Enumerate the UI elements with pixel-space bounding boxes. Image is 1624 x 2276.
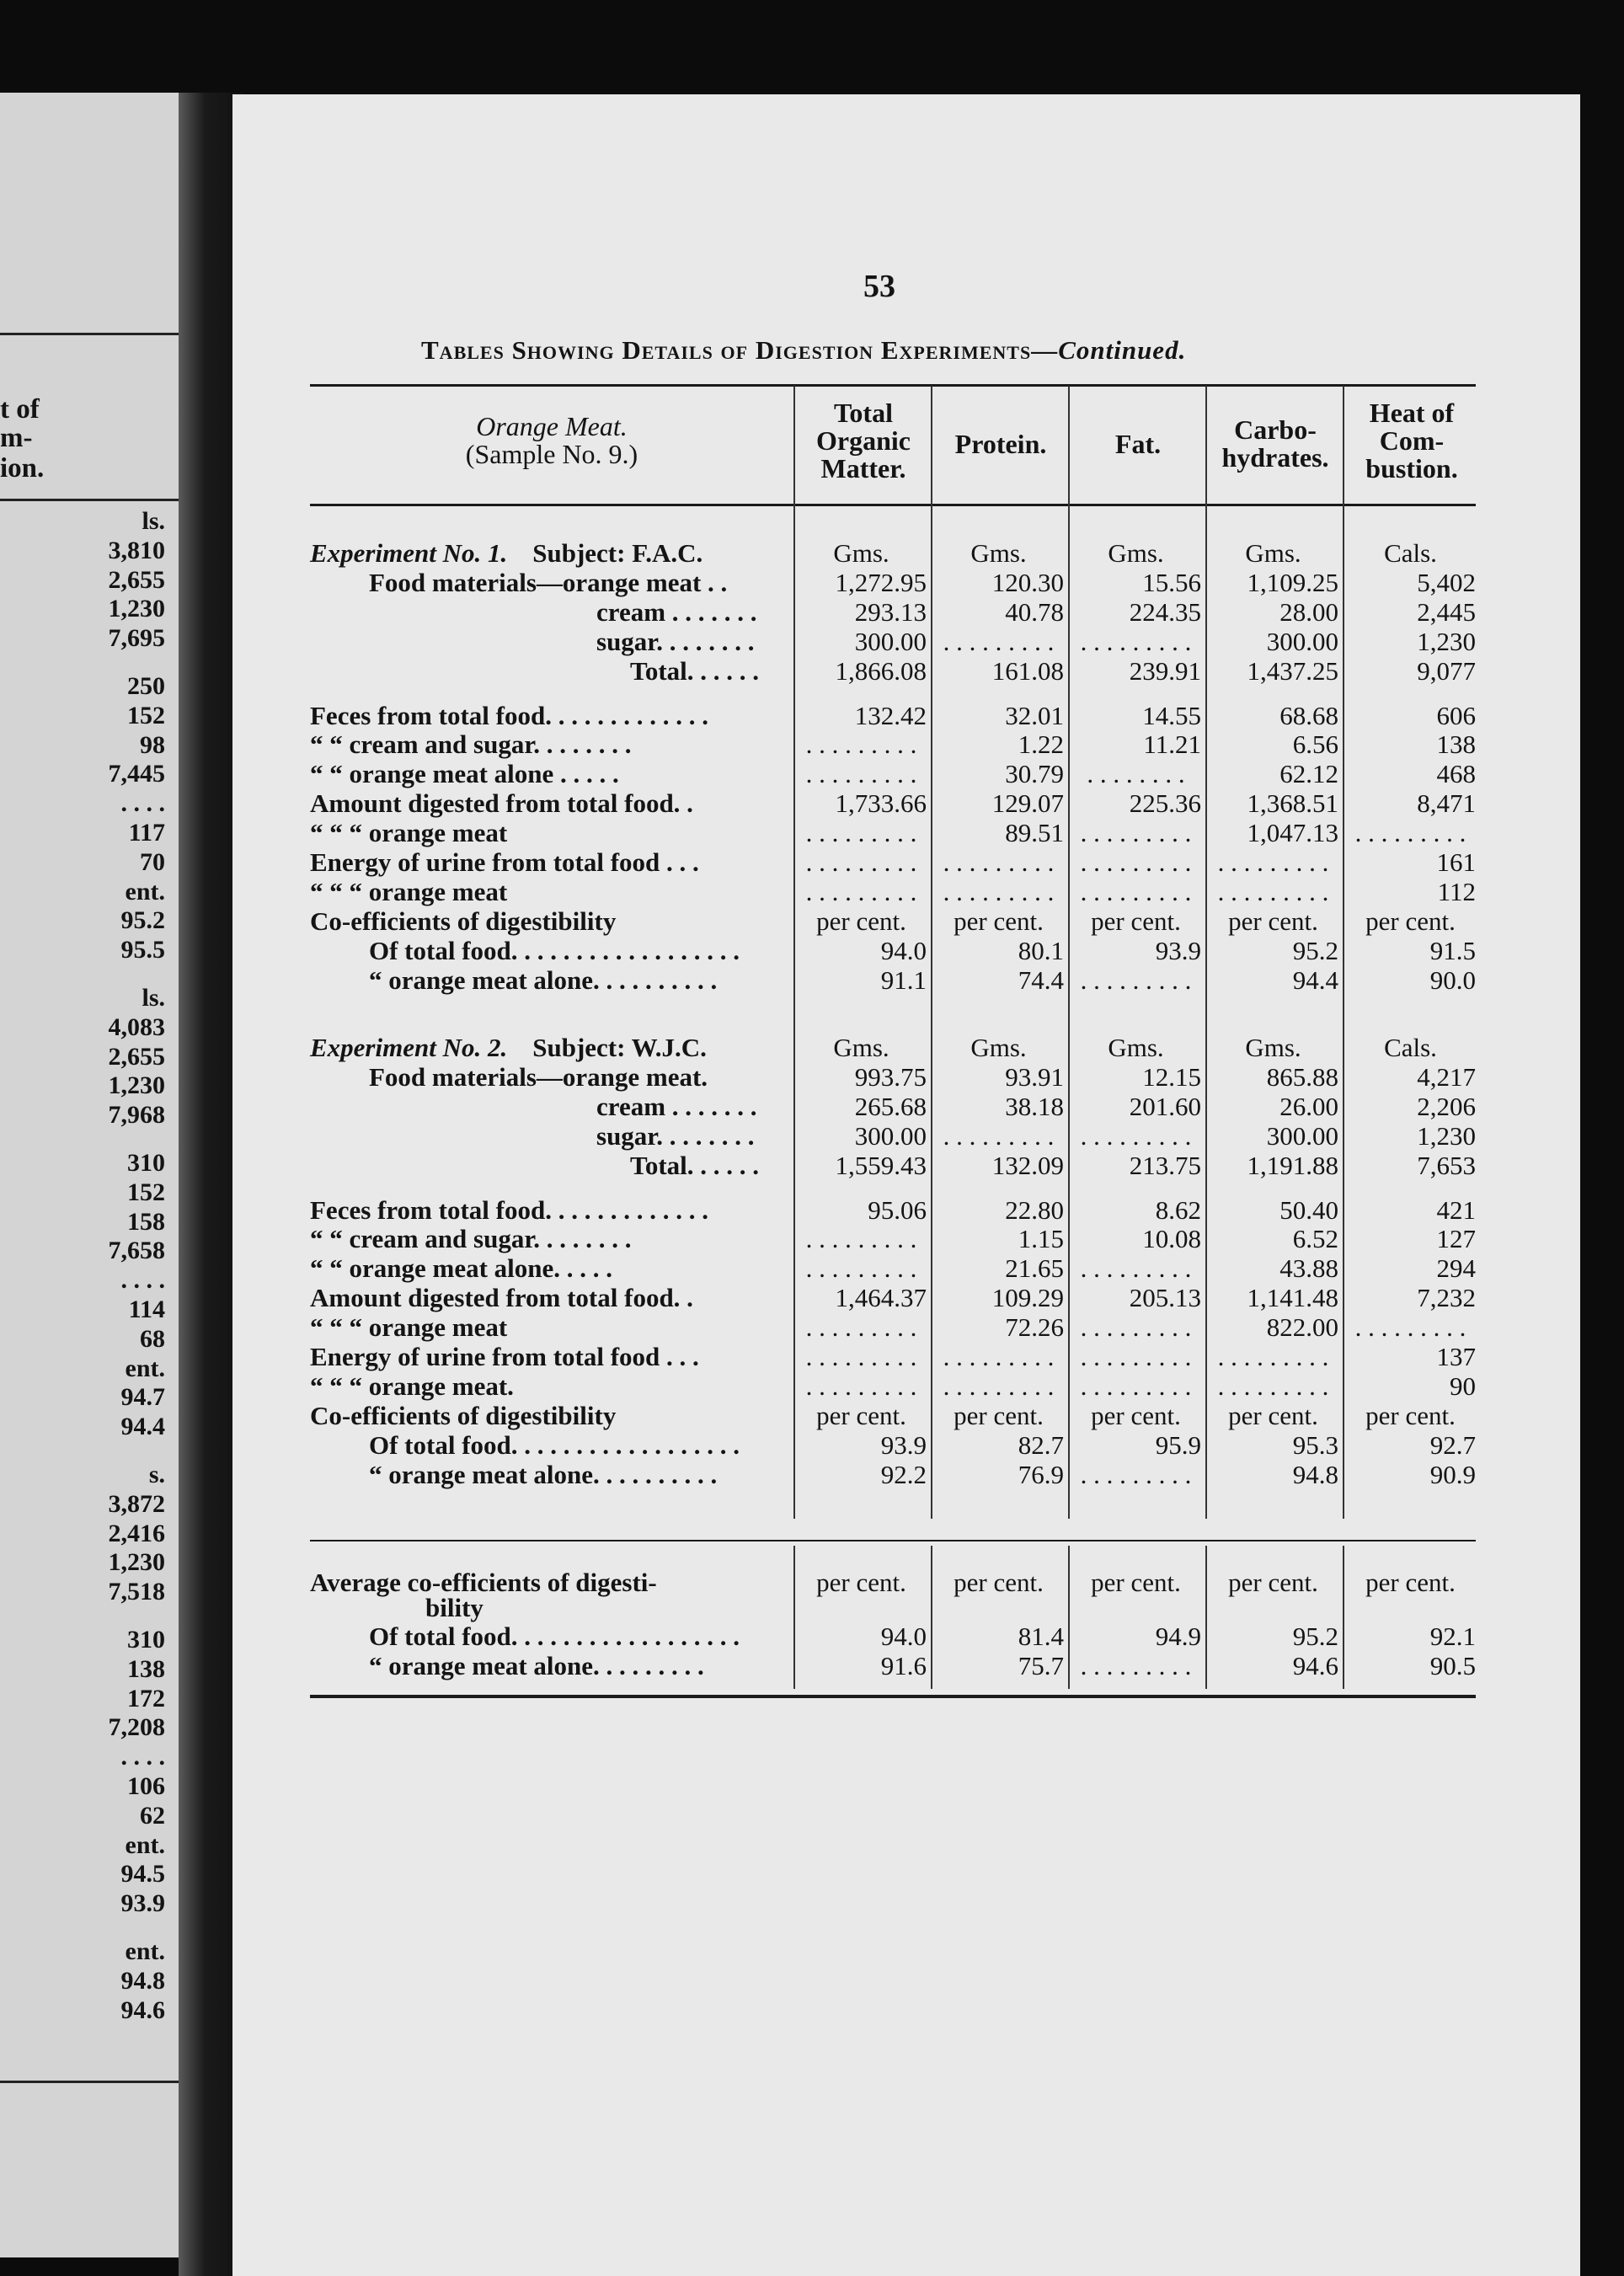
row-label: Energy of urine from total food . . . xyxy=(310,847,699,877)
table-cell: 95.2 xyxy=(1292,935,1338,965)
left-page-value: 95.5 xyxy=(120,936,165,964)
row-label: “ “ “ orange meat xyxy=(310,1312,508,1343)
table-cell: 161.08 xyxy=(991,655,1064,686)
left-page-value: 2,655 xyxy=(108,565,165,594)
left-page-rule xyxy=(0,2081,179,2083)
left-page-value: 93.9 xyxy=(120,1889,165,1918)
table-cell: 95.3 xyxy=(1292,1429,1338,1460)
table-cell: . . . . . . . . . xyxy=(805,876,917,906)
table-cell: 224.35 xyxy=(1129,596,1201,627)
table-cell: 38.18 xyxy=(1005,1091,1064,1121)
table-cell: 468 xyxy=(1436,759,1476,789)
row-label: Of total food. . . . . . . . . . . . . . . . . . xyxy=(369,1429,740,1460)
table-cell: per cent. xyxy=(816,1568,906,1597)
table-cell: 1,464.37 xyxy=(835,1283,927,1313)
item-title: Orange Meat. xyxy=(476,411,628,441)
left-page-value: s. xyxy=(148,1461,165,1488)
table-cell: per cent. xyxy=(1365,1568,1456,1597)
caption-lead: Tables Showing Details of Digestion Experiments— xyxy=(421,335,1059,365)
row-label: “ “ cream and sugar. . . . . . . . xyxy=(310,729,632,760)
header-line: Com- xyxy=(1379,425,1445,456)
table-cell: 62.12 xyxy=(1279,759,1338,789)
row-label: Amount digested from total food. . xyxy=(310,788,693,819)
column-rule xyxy=(931,1546,932,1689)
table-cell: 92.2 xyxy=(880,1459,927,1489)
left-page-value: 94.4 xyxy=(120,1413,165,1441)
table-cell: 421 xyxy=(1436,1194,1476,1225)
table-cell: 161 xyxy=(1436,847,1476,877)
row-label: Energy of urine from total food . . . xyxy=(310,1342,699,1371)
table-cell: . . . . . . . . . xyxy=(1080,1650,1192,1680)
table-cell: 1,559.43 xyxy=(835,1150,927,1180)
left-page-value: 152 xyxy=(127,701,165,729)
table-cell: 94.0 xyxy=(880,1622,927,1651)
table-cell: 265.68 xyxy=(854,1091,927,1121)
left-page-value: 3,810 xyxy=(108,536,165,564)
left-page-header-line: ion. xyxy=(0,453,45,484)
table-cell: 239.91 xyxy=(1129,655,1201,686)
table-caption xyxy=(421,335,1186,366)
table-cell: Gms. xyxy=(1245,1033,1301,1062)
table-cell: per cent. xyxy=(816,1400,906,1430)
table-cell: . . . . . . . . . xyxy=(1080,964,1192,995)
table-cell: 32.01 xyxy=(1005,700,1064,730)
table-cell: 137 xyxy=(1436,1342,1476,1371)
table-cell: 4,217 xyxy=(1417,1061,1476,1092)
left-page-value: ls. xyxy=(142,984,165,1012)
table-cell: 300.00 xyxy=(1266,1120,1338,1151)
table-cell: 92.1 xyxy=(1429,1622,1476,1651)
table-cell: 93.9 xyxy=(880,1429,927,1460)
experiment-label: Experiment No. 1. xyxy=(310,538,508,568)
table-cell: 94.4 xyxy=(1292,964,1338,995)
left-page-value: ls. xyxy=(142,507,165,535)
table-cell: 75.7 xyxy=(1018,1650,1064,1680)
table-cell: per cent. xyxy=(1228,906,1318,936)
table-cell: 822.00 xyxy=(1266,1312,1338,1343)
table-cell: 1,733.66 xyxy=(835,788,927,819)
left-page-value: 7,518 xyxy=(108,1578,165,1606)
table-cell: per cent. xyxy=(1365,1400,1456,1430)
table-cell: . . . . . . . . . xyxy=(805,1370,917,1401)
table-cell: Gms. xyxy=(833,538,889,568)
table-cell: 50.40 xyxy=(1279,1194,1338,1225)
table-cell: 1,230 xyxy=(1417,626,1476,656)
left-page-value: 7,695 xyxy=(108,624,165,653)
row-label: Co-efficients of digestibility xyxy=(310,906,617,936)
left-page-rule xyxy=(0,499,179,501)
table-cell: . . . . . . . . . xyxy=(1080,1253,1192,1284)
table-cell: 7,232 xyxy=(1417,1283,1476,1313)
row-label: Co-efficients of digestibility xyxy=(310,1400,617,1430)
header-line: Organic xyxy=(816,425,911,456)
table-cell: Gms. xyxy=(1245,538,1301,568)
table-cell: . . . . . . . . . xyxy=(1080,847,1192,877)
header-heat-of-combustion xyxy=(1345,399,1478,483)
table-cell: 132.42 xyxy=(854,700,927,730)
table-cell: 8,471 xyxy=(1417,788,1476,819)
row-label: “ “ “ orange meat. xyxy=(310,1370,514,1401)
table-cell: . . . . . . . . . xyxy=(1217,876,1329,906)
column-rule xyxy=(793,1546,795,1689)
column-rule xyxy=(1068,1546,1070,1689)
table-cell: 294 xyxy=(1436,1253,1476,1284)
row-label: cream . . . . . . . xyxy=(596,596,757,627)
table-cell: 82.7 xyxy=(1018,1429,1064,1460)
table-cell: . . . . . . . . . xyxy=(1354,1312,1466,1343)
left-page-value: 62 xyxy=(140,1801,165,1830)
table-cell: 72.26 xyxy=(1005,1312,1064,1343)
table-cell: 293.13 xyxy=(854,596,927,627)
left-page-value: 94.8 xyxy=(120,1966,165,1995)
table-cell: . . . . . . . . . xyxy=(943,626,1055,656)
table-cell: Gms. xyxy=(833,1033,889,1062)
table-cell: per cent. xyxy=(1228,1568,1318,1597)
left-page-value: 95.2 xyxy=(120,906,165,935)
table-cell: . . . . . . . . . xyxy=(1080,1342,1192,1371)
left-page-value: 114 xyxy=(128,1296,165,1323)
left-page-header-line: t of xyxy=(0,394,40,425)
table-cell: 201.60 xyxy=(1129,1091,1201,1121)
row-label: Of total food. . . . . . . . . . . . . . . . . . xyxy=(369,935,740,965)
table-cell: 40.78 xyxy=(1005,596,1064,627)
left-page-value: 7,658 xyxy=(108,1237,165,1265)
item-header xyxy=(312,413,792,468)
table-cell: 7,653 xyxy=(1417,1150,1476,1180)
table-cell: . . . . . . . . . xyxy=(1354,818,1466,848)
row-label: cream . . . . . . . xyxy=(596,1091,757,1121)
table-cell: . . . . . . . . . xyxy=(1080,1120,1192,1151)
header-total-organic-matter xyxy=(796,399,931,483)
table-cell: 12.15 xyxy=(1142,1061,1201,1092)
table-cell: 1.22 xyxy=(1018,729,1064,760)
left-page-value: ent. xyxy=(125,1830,165,1859)
left-page-value: ent. xyxy=(125,1354,165,1382)
table-cell: 5,402 xyxy=(1417,567,1476,597)
column-rule xyxy=(931,386,932,1519)
table-cell: 1,047.13 xyxy=(1247,818,1338,848)
table-cell: . . . . . . . . . xyxy=(1080,626,1192,656)
row-label: sugar. . . . . . . . xyxy=(596,1120,755,1151)
table-cell: 112 xyxy=(1437,876,1476,906)
table-cell: 93.91 xyxy=(1005,1061,1064,1092)
average-label-cont: bility xyxy=(425,1593,483,1622)
left-page-value: 158 xyxy=(127,1207,165,1236)
header-line: Heat of xyxy=(1369,398,1455,428)
left-page-value: 2,655 xyxy=(108,1042,165,1071)
table-cell: . . . . . . . . xyxy=(1087,759,1185,789)
table-cell: . . . . . . . . . xyxy=(943,847,1055,877)
page-number: 53 xyxy=(863,269,895,304)
column-rule xyxy=(1205,1546,1207,1689)
table-cell: . . . . . . . . . xyxy=(1217,1370,1329,1401)
table-cell: 10.08 xyxy=(1142,1224,1201,1254)
row-label: Amount digested from total food. . xyxy=(310,1283,693,1313)
table-cell: Gms. xyxy=(1108,1033,1164,1062)
header-fat: Fat. xyxy=(1114,429,1162,459)
table-cell: 90 xyxy=(1450,1370,1476,1401)
table-cell: 225.36 xyxy=(1129,788,1201,819)
table-cell: . . . . . . . . . xyxy=(805,759,917,789)
table-cell: 76.9 xyxy=(1018,1459,1064,1489)
table-cell: 94.6 xyxy=(1292,1650,1338,1680)
item-sample: (Sample No. 9.) xyxy=(465,439,638,469)
row-label: Food materials—orange meat . . xyxy=(369,567,728,597)
experiment-subject: Subject: F.A.C. xyxy=(532,538,703,568)
table-cell: 11.21 xyxy=(1143,729,1201,760)
left-page-value: 1,230 xyxy=(108,595,165,623)
left-page-value: . . . . xyxy=(120,1266,165,1295)
table-cell: 30.79 xyxy=(1005,759,1064,789)
table-cell: 22.80 xyxy=(1005,1194,1064,1225)
table-cell: 1,109.25 xyxy=(1247,567,1338,597)
row-label: “ “ orange meat alone . . . . . xyxy=(310,759,619,789)
row-label: Of total food. . . . . . . . . . . . . . . . . . xyxy=(369,1622,740,1651)
row-label: Feces from total food. . . . . . . . . . . . . xyxy=(310,1194,708,1225)
header-line: bustion. xyxy=(1365,453,1458,484)
left-page-value: 310 xyxy=(127,1626,165,1654)
table-cell: 300.00 xyxy=(854,626,927,656)
left-page-value: ent. xyxy=(125,877,165,906)
experiment-label: Experiment No. 2. xyxy=(310,1033,508,1062)
left-page-value: 7,968 xyxy=(108,1101,165,1130)
table-cell: 90.0 xyxy=(1429,964,1476,995)
column-rule xyxy=(793,386,795,1519)
table-cell: 93.9 xyxy=(1155,935,1201,965)
table-cell: per cent. xyxy=(954,1400,1044,1430)
table-cell: . . . . . . . . . xyxy=(805,1253,917,1284)
left-page-fragment xyxy=(0,93,179,2257)
header-line: Total xyxy=(834,398,893,428)
left-page-value: 2,416 xyxy=(108,1519,165,1547)
table-cell: 91.1 xyxy=(880,964,927,995)
table-cell: . . . . . . . . . xyxy=(1217,847,1329,877)
left-page-value: 1,230 xyxy=(108,1071,165,1100)
left-page-value: 1,230 xyxy=(108,1548,165,1577)
table-cell: 109.29 xyxy=(991,1283,1064,1313)
table-cell: 1,437.25 xyxy=(1247,655,1338,686)
table-cell: 1,230 xyxy=(1417,1120,1476,1151)
table-cell: 28.00 xyxy=(1279,596,1338,627)
table-cell: per cent. xyxy=(1365,906,1456,936)
table-cell: 95.2 xyxy=(1292,1622,1338,1651)
table-cell: 94.8 xyxy=(1292,1459,1338,1489)
table-cell: 205.13 xyxy=(1129,1283,1201,1313)
left-page-value: 310 xyxy=(127,1149,165,1177)
table-cell: 92.7 xyxy=(1429,1429,1476,1460)
table-cell: 1,141.48 xyxy=(1247,1283,1338,1313)
table-cell: 127 xyxy=(1436,1224,1476,1254)
experiment-subject: Subject: W.J.C. xyxy=(532,1033,707,1062)
left-page-rule xyxy=(0,333,179,335)
table-cell: Gms. xyxy=(1108,538,1164,568)
header-line: Matter. xyxy=(820,453,906,484)
row-label: Food materials—orange meat. xyxy=(369,1061,708,1092)
table-cell: 1,272.95 xyxy=(835,567,927,597)
table-cell: . . . . . . . . . xyxy=(805,1224,917,1254)
table-cell: 1,368.51 xyxy=(1247,788,1338,819)
table-cell: 68.68 xyxy=(1279,700,1338,730)
table-cell: 14.55 xyxy=(1142,700,1201,730)
table-cell: 43.88 xyxy=(1279,1253,1338,1284)
table-cell: 865.88 xyxy=(1266,1061,1338,1092)
left-page-value: 138 xyxy=(127,1654,165,1683)
header-protein: Protein. xyxy=(954,429,1047,459)
table-cell: . . . . . . . . . xyxy=(1080,876,1192,906)
experiment-heading xyxy=(310,539,702,568)
table-cell: . . . . . . . . . xyxy=(805,818,917,848)
row-label: “ orange meat alone. . . . . . . . . . xyxy=(369,1459,718,1489)
table-cell: 95.9 xyxy=(1155,1429,1201,1460)
table-cell: 129.07 xyxy=(991,788,1064,819)
table-cell: per cent. xyxy=(1091,906,1181,936)
table-cell: 2,445 xyxy=(1417,596,1476,627)
table-cell: 90.9 xyxy=(1429,1459,1476,1489)
table-cell: per cent. xyxy=(1091,1568,1181,1597)
table-cell: . . . . . . . . . xyxy=(943,876,1055,906)
table-cell: 6.56 xyxy=(1292,729,1338,760)
table-cell: per cent. xyxy=(954,906,1044,936)
left-page-value: 4,083 xyxy=(108,1012,165,1041)
row-label: Feces from total food. . . . . . . . . . . . . xyxy=(310,700,708,730)
table-cell: per cent. xyxy=(954,1568,1044,1597)
table-cell: . . . . . . . . . xyxy=(805,847,917,877)
table-cell: 300.00 xyxy=(854,1120,927,1151)
row-label: “ orange meat alone. . . . . . . . . . xyxy=(369,964,718,995)
table-cell: Cals. xyxy=(1384,538,1437,568)
table-cell: . . . . . . . . . xyxy=(805,729,917,760)
header-carbohydrates xyxy=(1208,416,1343,472)
table-cell: 21.65 xyxy=(1005,1253,1064,1284)
table-cell: 89.51 xyxy=(1005,818,1064,848)
table-cell: 1,866.08 xyxy=(835,655,927,686)
table-cell: per cent. xyxy=(816,906,906,936)
left-page-header-line: m- xyxy=(0,423,33,453)
table-cell: . . . . . . . . . xyxy=(1080,1370,1192,1401)
left-page-value: 98 xyxy=(140,730,165,759)
table-cell: 138 xyxy=(1436,729,1476,760)
row-label: “ orange meat alone. . . . . . . . . xyxy=(369,1650,704,1680)
left-page-value: . . . . xyxy=(120,1743,165,1771)
table-cell: 6.52 xyxy=(1292,1224,1338,1254)
left-page-value: 7,208 xyxy=(108,1713,165,1742)
table-cell: 2,206 xyxy=(1417,1091,1476,1121)
row-label: “ “ “ orange meat xyxy=(310,876,508,906)
table-cell: . . . . . . . . . xyxy=(1080,1459,1192,1489)
left-page-value: 68 xyxy=(140,1324,165,1353)
row-label: “ “ cream and sugar. . . . . . . . xyxy=(310,1224,632,1254)
table-cell: Gms. xyxy=(970,538,1027,568)
column-rule xyxy=(1343,386,1344,1519)
table-cell: 606 xyxy=(1436,700,1476,730)
table-cell: 8.62 xyxy=(1155,1194,1201,1225)
table-cell: . . . . . . . . . xyxy=(943,1120,1055,1151)
table-cell: 80.1 xyxy=(1018,935,1064,965)
left-page-value: 117 xyxy=(128,819,165,847)
table-cell: . . . . . . . . . xyxy=(1080,1312,1192,1343)
table-cell: 132.09 xyxy=(991,1150,1064,1180)
row-label: “ “ “ orange meat xyxy=(310,818,508,848)
table-cell: 91.6 xyxy=(880,1650,927,1680)
table-cell: 26.00 xyxy=(1279,1091,1338,1121)
row-label: Total. . . . . . xyxy=(630,1150,760,1180)
table-cell: . . . . . . . . . xyxy=(943,1370,1055,1401)
left-page-value: 7,445 xyxy=(108,760,165,788)
table-cell: 993.75 xyxy=(854,1061,927,1092)
left-page-value: 94.7 xyxy=(120,1383,165,1412)
table-cell: 15.56 xyxy=(1142,567,1201,597)
table-cell: 90.5 xyxy=(1429,1650,1476,1680)
left-page-value: . . . . xyxy=(120,789,165,818)
table-cell: Cals. xyxy=(1384,1033,1437,1062)
table-cell: . . . . . . . . . xyxy=(943,1342,1055,1371)
header-line: Carbo- xyxy=(1234,414,1317,445)
row-label: Total. . . . . . xyxy=(630,655,760,686)
table-cell: 120.30 xyxy=(991,567,1064,597)
experiment-heading xyxy=(310,1034,707,1062)
column-rule xyxy=(1343,1546,1344,1689)
header-bottom-rule xyxy=(310,504,1476,506)
table-cell: 74.4 xyxy=(1018,964,1064,995)
left-page-value: 106 xyxy=(127,1772,165,1800)
left-page-value: 152 xyxy=(127,1178,165,1206)
left-page-value: 70 xyxy=(140,847,165,876)
table-cell: per cent. xyxy=(1091,1400,1181,1430)
table-cell: . . . . . . . . . xyxy=(1217,1342,1329,1371)
table-bottom-rule xyxy=(310,1695,1476,1698)
left-page-value: 94.6 xyxy=(120,1996,165,2024)
caption-tail: Continued. xyxy=(1058,335,1187,365)
table-cell: . . . . . . . . . xyxy=(1080,818,1192,848)
left-page-value: 250 xyxy=(127,672,165,700)
table-cell: 300.00 xyxy=(1266,626,1338,656)
table-cell: Gms. xyxy=(970,1033,1027,1062)
table-cell: 94.9 xyxy=(1155,1622,1201,1651)
left-page-value: 94.5 xyxy=(120,1860,165,1889)
table-top-rule xyxy=(310,384,1476,387)
column-rule xyxy=(1205,386,1207,1519)
table-cell: 1,191.88 xyxy=(1247,1150,1338,1180)
table-cell: per cent. xyxy=(1228,1400,1318,1430)
left-page-value: 172 xyxy=(127,1684,165,1712)
left-page-value: 3,872 xyxy=(108,1489,165,1518)
left-page-value: ent. xyxy=(125,1937,165,1965)
column-rule xyxy=(1068,386,1070,1519)
table-cell: 9,077 xyxy=(1417,655,1476,686)
table-cell: 81.4 xyxy=(1018,1622,1064,1651)
table-cell: 94.0 xyxy=(880,935,927,965)
header-line: hydrates. xyxy=(1221,442,1329,473)
table-cell: . . . . . . . . . xyxy=(805,1312,917,1343)
row-label: “ “ orange meat alone. . . . . xyxy=(310,1253,613,1284)
average-separator-rule xyxy=(310,1540,1476,1541)
table-cell: 1.15 xyxy=(1018,1224,1064,1254)
table-cell: . . . . . . . . . xyxy=(805,1342,917,1371)
average-label: Average co-efficients of digesti- xyxy=(310,1568,657,1597)
table-cell: 91.5 xyxy=(1429,935,1476,965)
row-label: sugar. . . . . . . . xyxy=(596,626,755,656)
table-cell: 95.06 xyxy=(868,1194,927,1225)
table-cell: 213.75 xyxy=(1129,1150,1201,1180)
